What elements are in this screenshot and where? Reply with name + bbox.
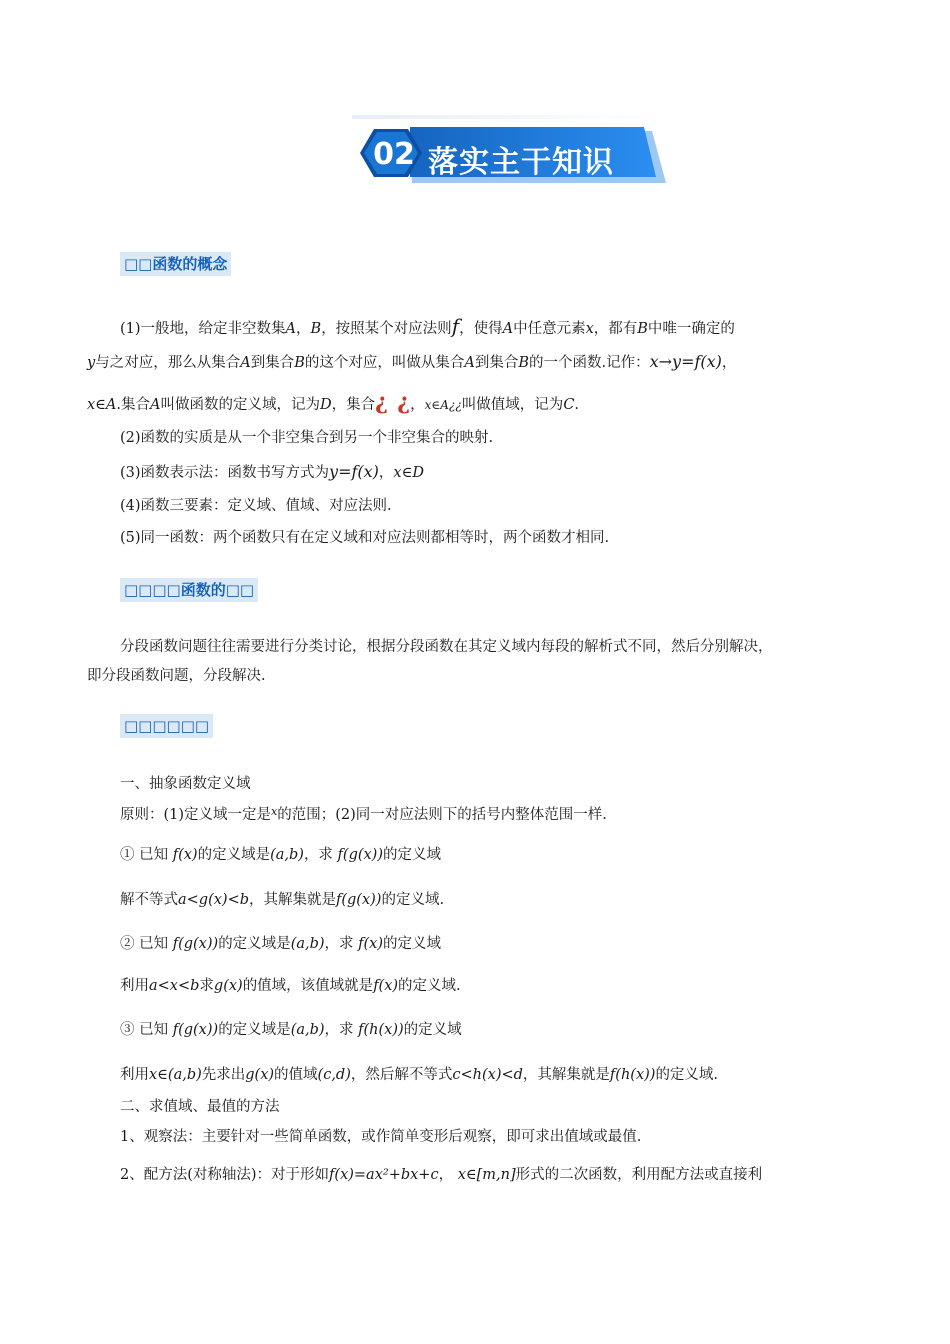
text-line: (3)函数表示法：函数书写方式为y=f(x)，x∈D bbox=[120, 462, 424, 481]
text-line: 即分段函数问题，分段解决. bbox=[87, 668, 266, 684]
banner-title: 落实主干知识 bbox=[428, 145, 614, 180]
text-line: 原则：(1)定义域一定是$^x$的范围；(2)同一对应法则下的括号内整体范围一样. bbox=[120, 805, 607, 823]
garbled-glyph: ¿ bbox=[397, 389, 411, 415]
garbled-glyph: ¿ bbox=[375, 389, 389, 415]
section-banner bbox=[352, 115, 670, 197]
text-line: ② 已知 f(g(x))的定义域是(a,b)，求 f(x)的定义域 bbox=[120, 936, 442, 952]
text-line: 一、抽象函数定义域 bbox=[120, 776, 251, 792]
heading-function-concept: □□函数的概念 bbox=[120, 252, 231, 276]
text-line: 利用a<x<b求g(x)的值域，该值域就是f(x)的定义域. bbox=[120, 978, 461, 994]
banner-number: 02 bbox=[373, 137, 415, 172]
text-line: 二、求值域、最值的方法 bbox=[120, 1099, 280, 1115]
text-line: x∈A.集合A叫做函数的定义域，记为D，集合¿ ¿，x∈A¿¿叫做值域，记为C. bbox=[87, 389, 580, 415]
text-line: (2)函数的实质是从一个非空集合到另一个非空集合的映射. bbox=[120, 430, 494, 446]
text-line: ① 已知 f(x)的定义域是(a,b)，求 f(g(x))的定义域 bbox=[120, 847, 442, 863]
text-line: 2、配方法(对称轴法)：对于形如f(x)=ax²+bx+c， x∈[m,n]形式的二次函数，利用配方法或直接利 bbox=[120, 1167, 763, 1183]
text-line: (4)函数三要素：定义域、值域、对应法则. bbox=[120, 498, 392, 514]
text-line: 解不等式a<g(x)<b，其解集就是f(g(x))的定义域. bbox=[120, 892, 445, 908]
text-line: 1、观察法：主要针对一些简单函数，或作简单变形后观察，即可求出值域或最值. bbox=[120, 1129, 642, 1145]
text-line: ③ 已知 f(g(x))的定义域是(a,b)，求 f(h(x))的定义域 bbox=[120, 1022, 462, 1038]
heading-common-conclusions: □□□□□□ bbox=[120, 714, 213, 738]
text-line: 利用x∈(a,b)先求出g(x)的值域(c,d)，然后解不等式c<h(x)<d，其解集就是f(h(x))的定义域. bbox=[120, 1067, 719, 1083]
text-line: (1)一般地，给定非空数集A，B，按照某个对应法则f，使得A中任意元素x，都有B中唯一确定的 bbox=[120, 314, 735, 338]
heading-piecewise-function: □□□□函数的□□ bbox=[120, 578, 258, 602]
text-line: y与之对应，那么从集合A到集合B的这个对应，叫做从集合A到集合B的一个函数.记作：x→y=f(x)， bbox=[87, 352, 737, 371]
text-line: (5)同一函数：两个函数只有在定义域和对应法则都相等时，两个函数才相同. bbox=[120, 530, 610, 546]
text-line: 分段函数问题往往需要进行分类讨论，根据分段函数在其定义域内每段的解析式不同，然后分别解决， bbox=[120, 639, 773, 655]
